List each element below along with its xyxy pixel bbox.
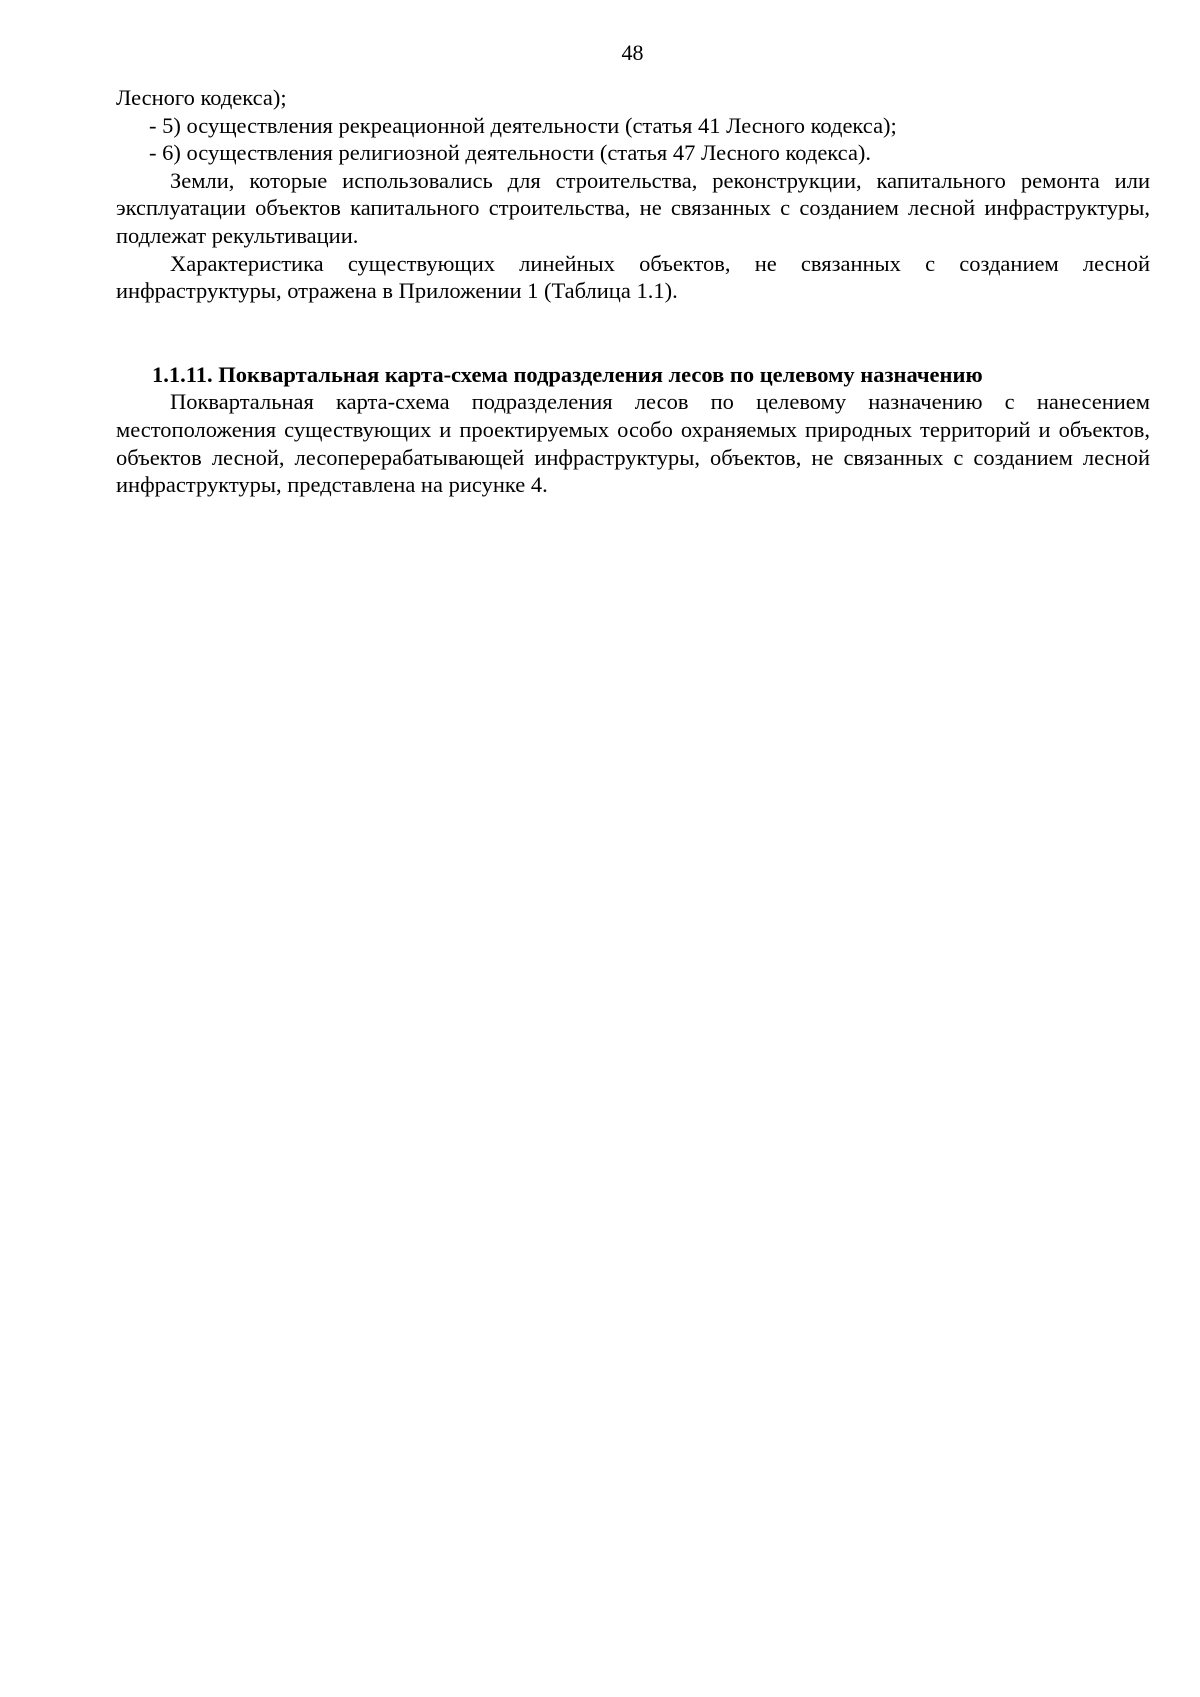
list-item-religious: - 6) осуществления религиозной деятельности (статья 47 Лесного кодекса). [149,140,872,166]
page-content [116,84,1150,499]
section-body-paragraph: Поквартальная карта-схема подразделения лесов по целевому назначению с нанесением местоположения существующих и проектируемых особо охраняемых природных территорий и объектов, объектов лесной, лесоперерабатывающей инфраструктуры, объектов, не связанных с созданием лесной инфраструктуры, представлена на рисунке 4. [116,389,1150,498]
list-item-recreation: - 5) осуществления рекреационной деятельности (статья 41 Лесного кодекса); [149,112,897,138]
paragraph-linear-objects: Характеристика существующих линейных объектов, не связанных с созданием лесной инфраструктуры, отражена в Приложении 1 (Таблица 1.1). [116,250,1150,304]
section-heading: 1.1.11. Поквартальная карта-схема подразделения лесов по целевому назначению [152,361,983,387]
paragraph-land-recultivation: Земли, которые использовались для строительства, реконструкции, капитального ремонта или эксплуатации объектов капитального строительства, не связанных с созданием лесной инфраструктуры, подлежат рекультивации. [116,167,1150,248]
page-number: 48 [621,40,644,65]
paragraph-continuation: Лесного кодекса); [116,85,287,110]
section-spacer [116,305,1150,361]
